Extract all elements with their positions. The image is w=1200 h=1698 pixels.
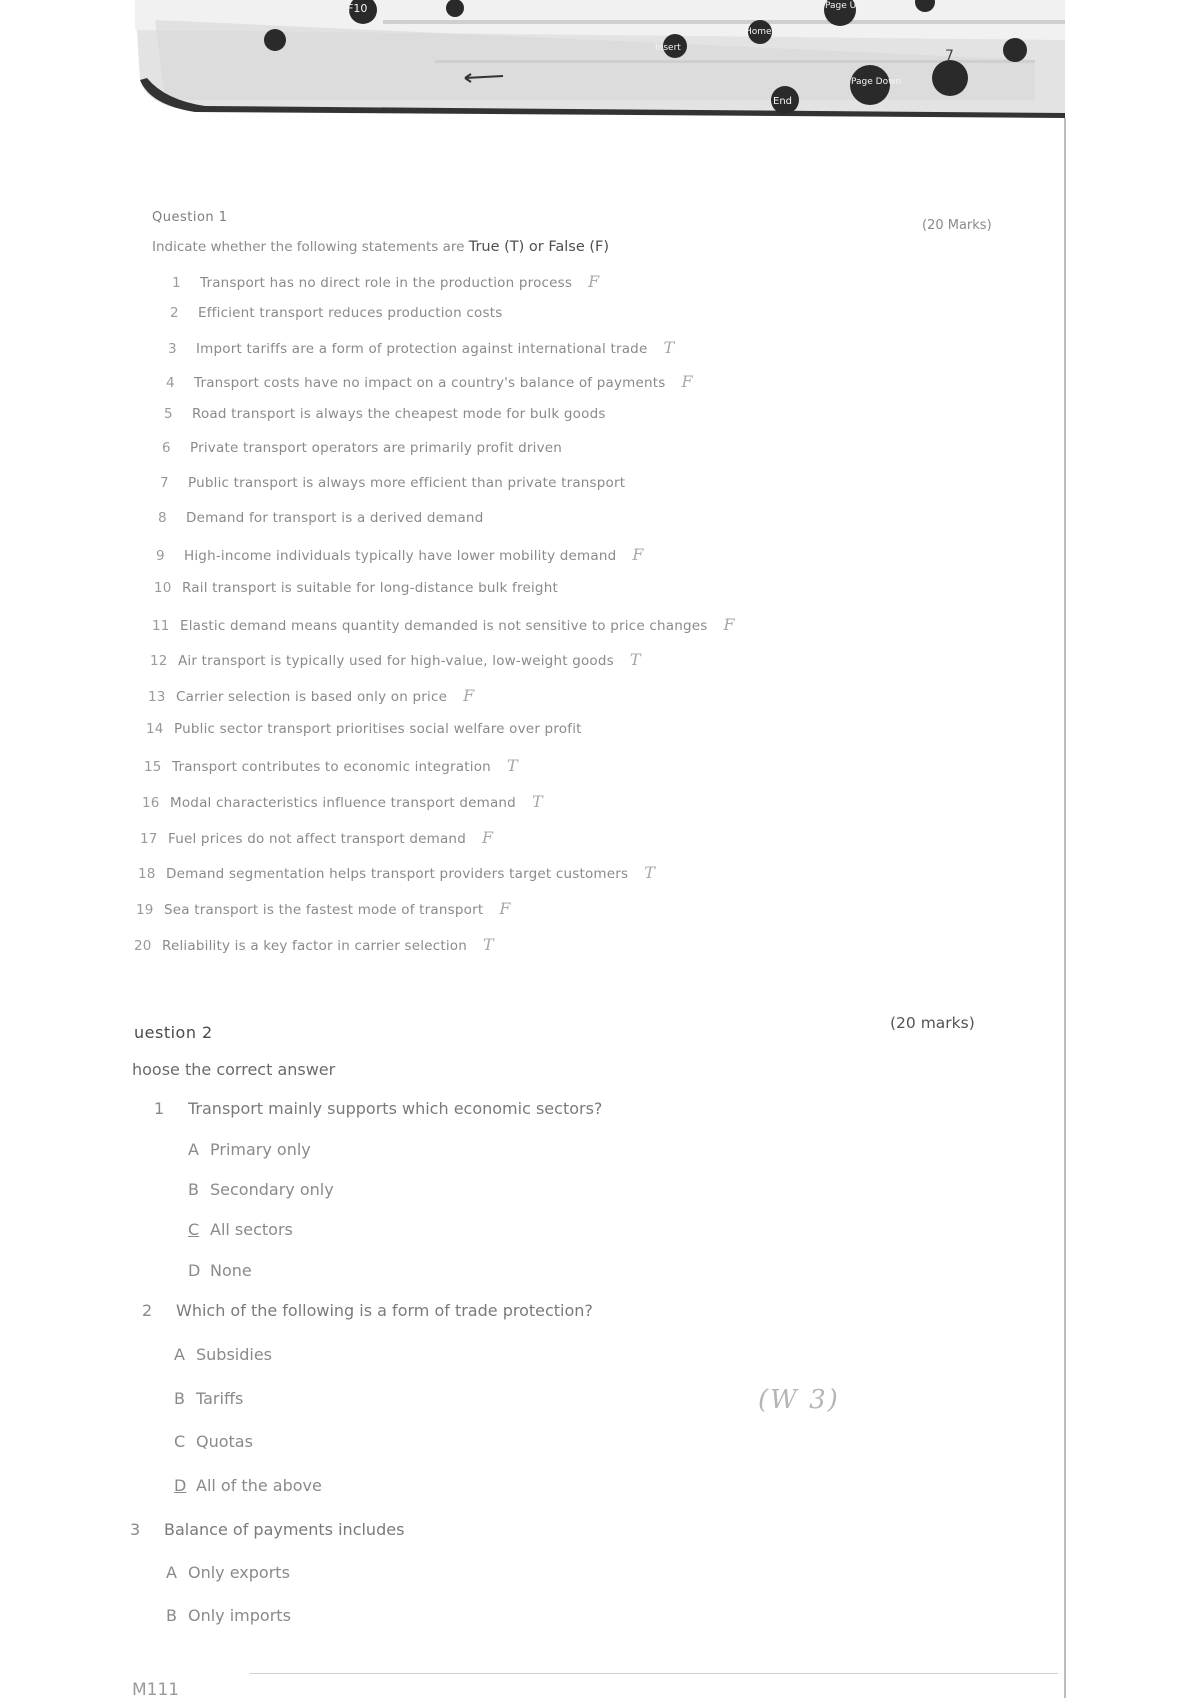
mc-option-text: Quotas (196, 1432, 253, 1451)
mc-option-letter: C (174, 1432, 186, 1451)
footer-rule (250, 1673, 1058, 1674)
tf-statement-text: Fuel prices do not affect transport demand (168, 831, 466, 847)
mc-option-text: Primary only (210, 1140, 311, 1159)
tf-handwritten-answer: F (481, 828, 494, 847)
mc-option-letter: A (166, 1563, 177, 1582)
tf-statement (158, 510, 483, 526)
tf-statement-text: Demand segmentation helps transport providers target customers (166, 866, 629, 882)
mc-option-letter: A (174, 1345, 185, 1364)
tf-statement-text: Air transport is typically used for high-value, low-weight goods (178, 653, 614, 669)
mc-option-text: All of the above (196, 1476, 322, 1495)
mc-option-text: Only exports (188, 1563, 290, 1582)
tf-statement-text: Import tariffs are a form of protection against international trade (196, 341, 648, 357)
mc-option (166, 1563, 290, 1582)
mc-option-text: Only imports (188, 1606, 291, 1625)
tf-handwritten-answer: F (588, 272, 600, 291)
tf-statement (164, 406, 606, 422)
tf-statement-number: 8 (158, 510, 167, 526)
mc-option-letter: B (166, 1606, 177, 1625)
tf-statement-text: Carrier selection is based only on price (176, 689, 448, 705)
tf-statement-number: 4 (166, 375, 175, 391)
key-label-page-down: Page Down (851, 77, 902, 87)
mc-option-text: Secondary only (210, 1180, 334, 1199)
mc-option-text: Subsidies (196, 1345, 273, 1364)
mc-option-text: None (210, 1261, 252, 1280)
question2-marks: (20 marks) (890, 1014, 975, 1032)
tf-statement-number: 15 (144, 759, 162, 775)
tf-statement (150, 650, 641, 669)
tf-statement (168, 338, 674, 357)
mc-option (174, 1389, 243, 1408)
tf-statement-text: Road transport is always the cheapest mode for bulk goods (192, 406, 606, 422)
tf-statement-number: 16 (142, 795, 160, 811)
tf-statement-text: Transport has no direct role in the production process (200, 275, 573, 291)
tf-statement-text: Reliability is a key factor in carrier selection (162, 938, 467, 954)
tf-statement-text: Transport costs have no impact on a country's balance of payments (194, 375, 666, 391)
tf-statement (160, 475, 625, 491)
key-label-page-up: Page Up (825, 1, 862, 11)
tf-statement-number: 12 (150, 653, 168, 669)
question1-marks: (20 Marks) (922, 218, 992, 233)
tf-handwritten-answer: F (463, 686, 475, 705)
tf-handwritten-answer: F (499, 899, 511, 918)
mc-question-text: Balance of payments includes (164, 1520, 405, 1539)
tf-statement (152, 615, 735, 634)
mc-option (166, 1606, 291, 1625)
key-label-end: End (773, 96, 793, 107)
question2-instruction: hoose the correct answer (132, 1060, 336, 1079)
mc-option (188, 1140, 311, 1159)
tf-handwritten-answer: T (531, 792, 543, 811)
tf-statement-text: Private transport operators are primarily profit driven (190, 440, 563, 456)
mc-option (174, 1476, 322, 1495)
mc-option-letter: A (188, 1140, 199, 1159)
tf-statement-text: High-income individuals typically have lower mobility demand (184, 548, 617, 564)
tf-statement-text: Public transport is always more efficient than private transport (188, 475, 626, 491)
mc-option-letter: D (188, 1261, 201, 1280)
tf-statement (170, 305, 502, 321)
mc-question-text: Transport mainly supports which economic sectors? (188, 1099, 603, 1118)
tf-statement-number: 11 (152, 618, 170, 634)
tf-statement (154, 580, 558, 596)
mc-question (142, 1301, 593, 1320)
tf-statement-text: Modal characteristics influence transport demand (170, 795, 516, 811)
keyboard-photo (135, 0, 1065, 118)
tf-statement (156, 545, 644, 564)
tf-statement-number: 1 (172, 275, 181, 291)
question1-instruction-options: True (T) or False (F) (468, 239, 610, 255)
tf-statement (142, 792, 543, 811)
mc-question-number: 1 (154, 1099, 165, 1118)
tf-handwritten-answer: F (681, 372, 693, 391)
tf-statement (146, 721, 582, 737)
tf-handwritten-answer: F (723, 615, 735, 634)
tf-statement-number: 20 (134, 938, 152, 954)
tf-statement-text: Efficient transport reduces production costs (198, 305, 503, 321)
tf-handwritten-answer: T (629, 650, 641, 669)
tf-statement-text: Rail transport is suitable for long-distance bulk freight (182, 580, 558, 596)
mc-option (174, 1345, 272, 1364)
key-label-f10: F10 (347, 2, 368, 15)
mc-option-letter: D (174, 1476, 187, 1495)
mc-question (154, 1099, 602, 1118)
margin-handwritten-note: (W 3) (758, 1385, 840, 1415)
mc-option-text: Tariffs (196, 1389, 244, 1408)
tf-handwritten-answer: T (483, 935, 494, 954)
tf-handwritten-answer: F (632, 545, 644, 564)
tf-statement-text: Elastic demand means quantity demanded is not sensitive to price changes (180, 618, 708, 634)
tf-statement (138, 863, 655, 882)
key-label-insert: Insert (655, 43, 681, 53)
tf-statement (172, 272, 599, 291)
tf-statement-number: 10 (154, 580, 172, 596)
mc-option (188, 1180, 334, 1199)
tf-statement-number: 7 (160, 475, 169, 491)
question2-title: uestion 2 (134, 1023, 213, 1042)
mc-option-letter: B (188, 1180, 199, 1199)
mc-option-text: All sectors (210, 1220, 293, 1239)
question1-title: Question 1 (152, 210, 228, 225)
tf-statement-number: 17 (140, 831, 158, 847)
tf-handwritten-answer: T (506, 756, 518, 775)
tf-statement-number: 19 (136, 902, 154, 918)
tf-statement (136, 899, 511, 918)
tf-statement-text: Sea transport is the fastest mode of transport (164, 902, 484, 918)
tf-statement (162, 440, 562, 456)
tf-statement-number: 14 (146, 721, 164, 737)
mc-question-number: 2 (142, 1301, 153, 1320)
tf-statement (140, 828, 493, 847)
tf-statement-number: 9 (156, 548, 165, 564)
tf-statement-number: 13 (148, 689, 166, 705)
tf-statement (144, 756, 518, 775)
tf-statement-number: 2 (170, 305, 179, 321)
mc-question-text: Which of the following is a form of trade protection? (176, 1301, 593, 1320)
mc-option-letter: C (188, 1220, 200, 1239)
tf-statement-number: 3 (168, 341, 177, 357)
tf-statement (134, 935, 494, 954)
tf-statement-text: Demand for transport is a derived demand (186, 510, 484, 526)
question1-instruction-text: Indicate whether the following statements are (152, 239, 465, 255)
key-label-home: Home (745, 27, 772, 37)
mc-option (188, 1220, 293, 1239)
page-edge (1064, 118, 1066, 1698)
mc-option (174, 1432, 253, 1451)
tf-statement (148, 686, 474, 705)
question1-instruction (152, 239, 609, 255)
tf-handwritten-answer: T (644, 863, 656, 882)
tf-statement (166, 372, 693, 391)
tf-statement-number: 6 (162, 440, 171, 456)
key-label-7: 7 (945, 48, 954, 64)
footer-code: M111 (132, 1680, 180, 1698)
mc-option (188, 1261, 252, 1280)
keyboard-photo-graphic (135, 0, 1065, 118)
tf-statement-number: 5 (164, 406, 173, 422)
tf-statement-number: 18 (138, 866, 156, 882)
mc-question (130, 1520, 404, 1539)
tf-statement-text: Public sector transport prioritises social welfare over profit (174, 721, 582, 737)
mc-question-number: 3 (130, 1520, 141, 1539)
tf-statement-text: Transport contributes to economic integration (172, 759, 491, 775)
mc-option-letter: B (174, 1389, 185, 1408)
tf-handwritten-answer: T (663, 338, 675, 357)
